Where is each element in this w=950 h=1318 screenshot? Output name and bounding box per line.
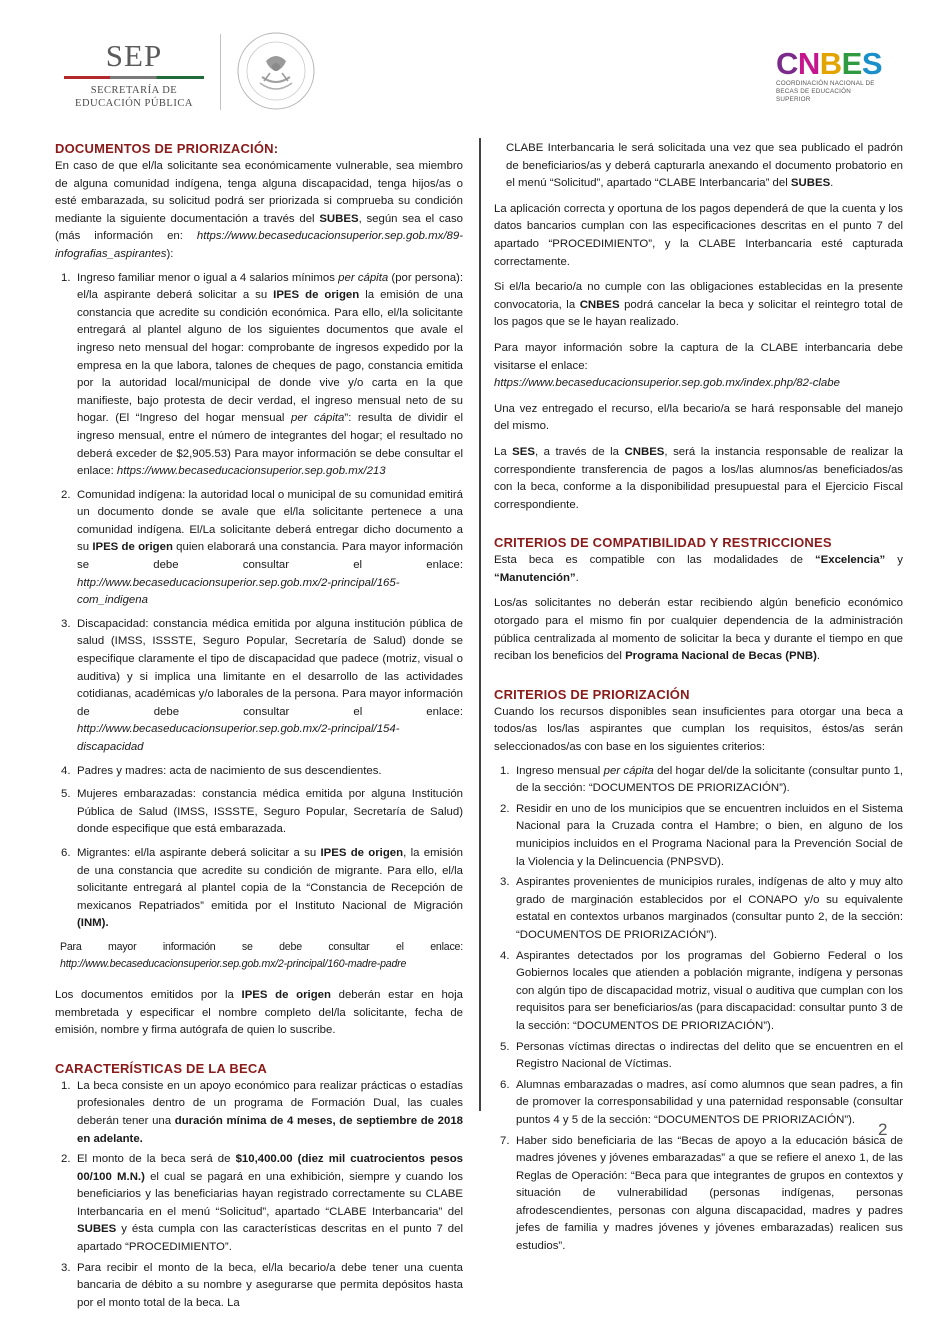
restricciones-paragraph: Los/as solicitantes no deberán estar recibiendo algún beneficio económico otorgado para el mismo fin por cualquier dependencia de la administración pública centralizada al momento de solicitar la beca y durante el tiempo en que reciban los beneficios del Programa Nacional de Becas (PNB).: [494, 597, 903, 663]
mexico-coat-of-arms-seal-icon: [236, 31, 316, 111]
cnbes-letter: C: [776, 46, 798, 81]
list-item: 1. La beca consiste en un apoyo económico para realizar prácticas o estadías profesionales dentro de un programa de Formación Dual, las cuales deberán tener una duración mínima de 4 meses, de septiembre de 2018 en adelante.: [61, 1079, 463, 1145]
cnbes-logo: [776, 48, 886, 104]
link-213[interactable]: https://www.becaseducacionsuperior.sep.gob.mx/213: [116, 465, 386, 478]
cnbes-letter: B: [819, 46, 842, 81]
clabe-continuation: CLABE Interbancaria le será solicitada una vez que sea publicado el padrón de beneficiarios/as y deberá capturarla anexando el documento probatorio en el menú “Solicitud”, apartado “CLABE Interbancaria” del SUBES.: [506, 142, 903, 190]
documentos-ipes-paragraph: Los documentos emitidos por la IPES de origen deberán estar en hoja membretada y especificar el nombre completo del/la solicitante, fecha de emisión, nombre y firma autógrafa de quien lo suscribe.: [55, 988, 463, 1037]
madre-padre-note: Para mayor información se debe consultar el enlace: http://www.becaseducacionsuperior.sep.gob.mx/2-principal/160-madre-padre: [60, 940, 463, 970]
ses-paragraph: La SES, a través de la CNBES, será la instancia responsable de realizar la correspondiente transferencia de pagos a los/las alumnos/as beneficiados/as con la beca, conforme a la disponibilidad presupuestal para el Ejercicio Fiscal correspondiente.: [494, 445, 903, 511]
section-heading-caracteristicas: CARACTERÍSTICAS DE LA BECA: [55, 1060, 268, 1076]
list-item: 2. Residir en uno de los municipios que se encuentren incluidos en el Sistema Nacional para la Cruzada contra el Hambre; o bien, en alguno de los municipios incluidos en el Programa Nacional para la Prevención Social de la Violencia y la Delincuencia (PNPSVD).: [500, 802, 903, 868]
list-item: 5. Personas víctimas directas o indirectas del delito que se encuentren en el Registro Nacional de Víctimas.: [500, 1040, 903, 1071]
cnbes-logo-sub2: BECAS DE EDUCACIÓN SUPERIOR: [776, 88, 851, 103]
criterios-intro: Cuando los recursos disponibles sean insuficientes para otorgar una beca a todos/as los/las aspirantes que cumplan los requisitos, éstos/as serán seleccionados/as con base en los siguientes criterios:: [494, 705, 903, 754]
list-item: 2. El monto de la beca será de $10,400.00 (diez mil cuatrocientos pesos 00/100 M.N.) el cual se pagará en una exhibición, siempre y cuando los beneficiarios y las beneficiarias hayan registrado correctamente su CLABE Interbancaria en el menú “Solicitud”, apartado “CLABE Interbancaria” del SUBES y ésta cumpla con las características descritas en el punto 7 del apartado “PROCEDIMIENTO”.: [61, 1153, 463, 1254]
link-com-indigena[interactable]: http://www.becaseducacionsuperior.sep.gob.mx/2-principal/165-com_indigena: [77, 576, 400, 607]
sep-logo-title: SEP: [105, 38, 163, 73]
cnbes-letter: N: [797, 46, 820, 81]
list-item: 3. Para recibir el monto de la beca, el/la becario/a debe tener una cuenta bancaria de débito a su nombre y asegurarse que permita depósitos hasta por el monto total de la beca. La: [61, 1261, 463, 1309]
right-column: [494, 140, 903, 1262]
list-item: 6. Migrantes: el/la aspirante deberá solicitar a su IPES de origen, la emisión de una constancia que acredite su condición de migrante. Para ello, el/la solicitante entregará al plantel copia de la “Constancia de Recepción de mexicanos Repatriados” emitida por el Instituto Nacional de Migración (INM).: [61, 846, 463, 930]
list-item: 4. Aspirantes detectados por los programas del Gobierno Federal o los Gobiernos locales que atienden a población migrante, indígena y personas con algún tipo de discapacidad motriz, visual o auditiva que cumplan con los requisitos para ser beneficiarios/as (para discapacidad: consultar punto 3 de la sección: “DOCUMENTOS DE PRIORIZACIÓN”).: [500, 949, 903, 1032]
link-discapacidad[interactable]: http://www.becaseducacionsuperior.sep.gob.mx/2-principal/154-discapacidad: [77, 723, 400, 753]
sep-logo-line2: EDUCACIÓN PÚBLICA: [75, 98, 193, 109]
aplicacion-paragraph: La aplicación correcta y oportuna de los pagos dependerá de que la cuenta y los datos bancarios cumplan con las especificaciones descritas en el punto 7 del apartado “PROCEDIMIENTO”, y la CLABE Interbancaria esté capturada correctamente.: [494, 202, 903, 268]
priorizacion-documents-list: [55, 270, 463, 933]
captura-clabe-paragraph: Para mayor información sobre la captura de la CLABE interbancaria debe visitarse el enlace: https://www.becaseducacionsuperior.sep.gob.mx/index.php/82-clabe: [494, 341, 903, 390]
section-heading-documentos-priorizacion: DOCUMENTOS DE PRIORIZACIÓN:: [55, 141, 279, 156]
cnbes-letter: S: [861, 46, 883, 81]
sep-logo: [64, 40, 204, 110]
cnbes-letter: E: [841, 46, 862, 81]
list-item: 5. Mujeres embarazadas: constancia médica emitida por alguna Institución Pública de Salud (IMSS, ISSSTE, Seguro Popular, Secretaría de Salud) donde especifique que está embarazada.: [61, 788, 463, 836]
list-item: 2. Comunidad indígena: la autoridad local o municipal de su comunidad emitirá un documento donde se avale que el/la solicitante pertenece a una comunidad indígena. El/La solicitante deberá entregar dicho documento a su IPES de origen quien elaborará una constancia. Para mayor información se debe consultar el enlace: http://www.becaseducacionsuperior.sep.gob.mx/2-principal/165-com_indigena: [61, 488, 463, 607]
sep-logo-line1: SECRETARÍA DE: [90, 85, 178, 96]
list-item: 6. Alumnas embarazadas o madres, así como alumnos que sean padres, a fin de promover la corresponsabilidad y una paternidad responsable (consultar puntos 4 y 5 de la sección: “DOCUMENTOS DE PRIORIZACIÓN”).: [500, 1078, 903, 1126]
page-header: [0, 0, 950, 130]
sep-logo-rule: [64, 76, 204, 79]
cnbes-logo-word: [776, 48, 886, 80]
priorizacion-intro: En caso de que el/la solicitante sea económicamente vulnerable, sea miembro de alguna comunidad indígena, tenga alguna discapacidad, tenga hijos/as o esté embarazada, su solicitud podrá ser priorizada si comprueba su condición mediante la siguiente documentación a través del SUBES, según sea el caso (más información en: https://www.becaseducacionsuperior.sep.gob.mx/89-infografias_aspirantes):: [55, 160, 464, 260]
incumplimiento-paragraph: Si el/la becario/a no cumple con las obligaciones establecidas en la presente convocatoria, la CNBES podrá cancelar la beca y solicitar el reintegro total de los pagos que se le hayan realizado.: [494, 281, 903, 329]
caracteristicas-list: [55, 1078, 463, 1313]
link-madre-padre[interactable]: http://www.becaseducacionsuperior.sep.gob.mx/2-principal/160-madre-padre: [60, 957, 407, 970]
list-item: 4. Padres y madres: acta de nacimiento de sus descendientes.: [61, 764, 382, 777]
section-heading-compatibilidad: CRITERIOS DE COMPATIBILIDAD Y RESTRICCIONES: [494, 535, 832, 551]
list-item: 3. Discapacidad: constancia médica emitida por alguna institución pública de salud (IMSS, ISSSTE, Seguro Popular, Secretaría de Salud) donde se especifique claramente el tipo de discapacidad que padece (motriz, visual o auditiva) y si implica una limitante en el desarrollo de las actividades cotidianas, académicas y/o laborales de la persona. Para mayor información de debe consultar el enlace: http://www.becaseducacionsuperior.sep.gob.mx/2-principal/154-discapacidad: [61, 617, 463, 753]
entregado-paragraph: Una vez entregado el recurso, el/la becario/a se hará responsable del manejo del mismo.: [494, 402, 903, 433]
infografias-link[interactable]: https://www.becaseducacionsuperior.sep.gob.mx/89-infografias_aspirantes: [55, 230, 463, 260]
criterios-list: [494, 763, 903, 1256]
list-item: 3. Aspirantes provenientes de municipios rurales, indígenas de alto y muy alto grado de marginación establecidos por el CONAPO y/o su equivalente estatal en contextos urbanos marginados (consultar punto 2, de la sección: “DOCUMENTOS DE PRIORIZACIÓN”).: [500, 876, 903, 941]
list-item: 1. Ingreso mensual per cápita del hogar del/de la solicitante (consultar punto 1, de la sección: “DOCUMENTOS DE PRIORIZACIÓN”).: [500, 764, 903, 795]
link-clabe[interactable]: https://www.becaseducacionsuperior.sep.gob.mx/index.php/82-clabe: [494, 377, 840, 390]
list-item: 1. Ingreso familiar menor o igual a 4 salarios mínimos per cápita (por persona): el/la aspirante deberá solicitar a su IPES de origen la emisión de una constancia que acredite su condición económica. Para ello, el/la solicitante entregará al plantel alguno de los siguientes documentos que avale el ingreso neto mensual del hogar: comprobante de ingresos expedido por la empresa en la que labora, talones de cheques de pago, constancia emitida por la autoridad local/municipal de donde vive y/o carta en la que manifieste, bajo protesta de decir verdad, el ingreso mensual neto de su hogar. (El “Ingreso del hogar mensual per cápita”: resulta de dividir el ingreso mensual, entre el número de integrantes del hogar; el resultado no deberá exceder de $2,905.53) Para mayor información se debe consultar el enlace: https://www.becaseducacionsuperior.sep.gob.mx/213: [61, 271, 463, 478]
compatibilidad-paragraph: Esta beca es compatible con las modalidades de “Excelencia” y “Manutención”.: [494, 554, 903, 584]
left-column: [55, 140, 463, 1318]
column-divider: [479, 138, 481, 1111]
page-number: 2: [878, 1120, 888, 1139]
cnbes-logo-sub1: COORDINACIÓN NACIONAL DE: [776, 80, 875, 87]
list-item: 7. Haber sido beneficiaria de las “Becas de apoyo a la educación básica de madres jóvenes y jóvenes embarazadas” a que se refiere el anexo 1, de las Reglas de Operación: “Beca para que integrantes de grupos en contextos y situación de vulnerabilidad (personas indígenas, personas afrodescendientes, personas con alguna discapacidad, madres y padres jefes de familia y madres jóvenes y jóvenes embarazadas) realicen sus estudios”.: [500, 1134, 903, 1253]
logo-divider: [220, 34, 221, 110]
section-heading-criterios-priorizacion: CRITERIOS DE PRIORIZACIÓN: [494, 686, 690, 702]
